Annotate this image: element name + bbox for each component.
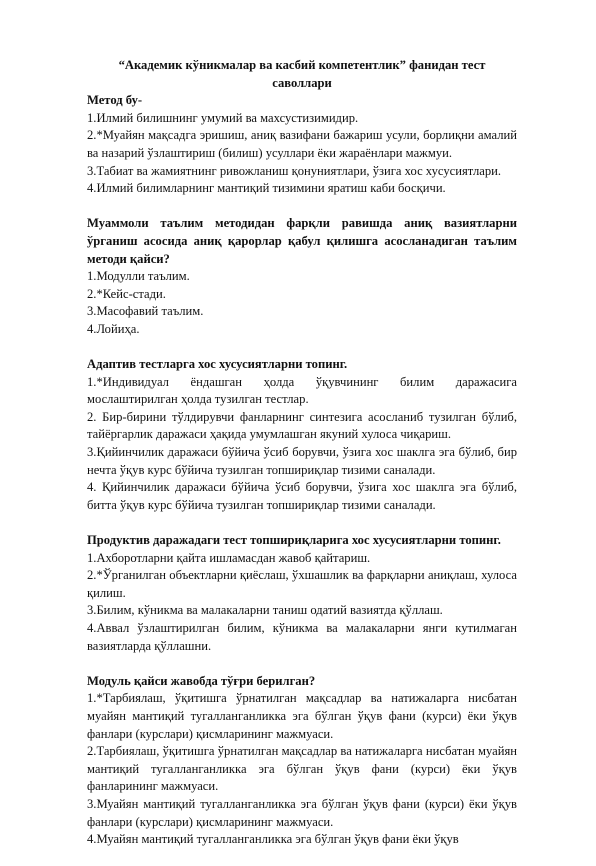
question-stem: Муаммоли таълим методидан фарқли равишда аниқ вазиятларни ўрганиш асосида аниқ қарорлар қабул қилишга асосланадиган таълим методи қайси? bbox=[87, 216, 517, 266]
answer-option: 4.Илмий билимларнинг мантиқий тизимини яратиш каби босқичи. bbox=[87, 181, 446, 196]
answer-option: 4.Муайян мантиқий тугалланганликка эга бўлган ўқув фани ёки ўқув bbox=[87, 832, 459, 847]
answer-option: 2.*Муайян мақсадга эришиш, аниқ вазифани бажариш усули, борлиқни амалий ва назарий ўзлаштириш (билиш) усуллари ёки жараёнлари мажмуи. bbox=[87, 128, 517, 160]
answer-option: 1.Илмий билишнинг умумий ва махсустизимидир. bbox=[87, 110, 359, 125]
answer-option: 3.Масофавий таълим. bbox=[87, 304, 204, 319]
answer-option: 1.*Тарбиялаш, ўқитишга ўрнатилган мақсадлар ва натижаларга нисбатан муайян мантиқий тугалланганликка эга бўлган ўқув фани (курси) ёки ўқув фанлари (курслари) қисмларининг мажмуаси. bbox=[87, 691, 517, 741]
question-stem: Модуль қайси жавобда тўғри берилган? bbox=[87, 673, 316, 688]
answer-option: 2.Тарбиялаш, ўқитишга ўрнатилган мақсадлар ва натижаларга нисбатан муайян мантиқий тугалланганликка эга бўлган ўқув фани (курси) ёки ўқув фанларининг мажмуаси. bbox=[87, 744, 517, 794]
answer-option: 3.Билим, кўникма ва малакаларни таниш одатий вазиятда қўллаш. bbox=[87, 603, 443, 618]
answer-option: 4.Лойиҳа. bbox=[87, 321, 140, 336]
question-3 bbox=[87, 356, 517, 514]
question-1 bbox=[87, 92, 517, 198]
answer-option: 3.Муайян мантиқий тугалланганликка эга бўлган ўқув фани (курси) ёки ўқув фанлари (курслари) қисмларининг мажмуаси. bbox=[87, 796, 517, 829]
answer-option: 2. Бир-бирини тўлдирувчи фанларнинг синтезига асосланиб тузилган бўлиб, тайёргарлик даражаси ҳақида умумлашган якуний хулоса чиқариш. bbox=[87, 409, 517, 442]
answer-option: 2.*Ўрганилган объектларни қиёслаш, ўхшашлик ва фарқларни аниқлаш, хулоса қилиш. bbox=[87, 568, 517, 600]
question-2 bbox=[87, 215, 517, 338]
document-title bbox=[87, 57, 517, 92]
question-5 bbox=[87, 673, 517, 849]
answer-option: 4.Аввал ўзлаштирилган билим, кўникма ва малакаларни янги кутилмаган вазиятларда қўллашни. bbox=[87, 621, 517, 653]
answer-option: 3.Табиат ва жамиятнинг ривожланиш қонуниятлари, ўзига хос хусусиятлари. bbox=[87, 163, 502, 178]
answer-option: 4. Қийинчилик даражаси бўйича ўсиб борувчи, ўзига хос шаклга эга бўлиб, битта ўқув курс бўйича тузилган топшириқлар тизими саналади. bbox=[87, 480, 517, 512]
answer-option: 1.Модулли таълим. bbox=[87, 269, 190, 284]
title-line-2: саволлари bbox=[272, 75, 332, 90]
question-stem: Метод бу- bbox=[87, 93, 143, 108]
answer-option: 1.Ахборотларни қайта ишламасдан жавоб қайтариш. bbox=[87, 550, 371, 565]
answer-option: 1.*Индивидуал ёндашган ҳолда ўқувчининг билим даражасига мослаштирилган ҳолда тузилган тестлар. bbox=[87, 374, 517, 407]
answer-option: 2.*Кейс-стади. bbox=[87, 286, 166, 301]
document-page bbox=[87, 57, 517, 866]
question-4 bbox=[87, 532, 517, 655]
question-stem: Продуктив даражадаги тест топшириқларига хос хусусиятларни топинг. bbox=[87, 533, 501, 548]
answer-option: 3.Қийинчилик даражаси бўйича ўсиб борувчи, ўзига хос шаклга эга бўлиб, бир нечта ўқув курс бўйича тузилган топшириқлар тизими саналади. bbox=[87, 445, 517, 477]
title-line-1: “Академик кўникмалар ва касбий компетентлик” фанидан тест bbox=[118, 58, 486, 72]
question-stem: Адаптив тестларга хос хусусиятларни топинг. bbox=[87, 357, 348, 372]
